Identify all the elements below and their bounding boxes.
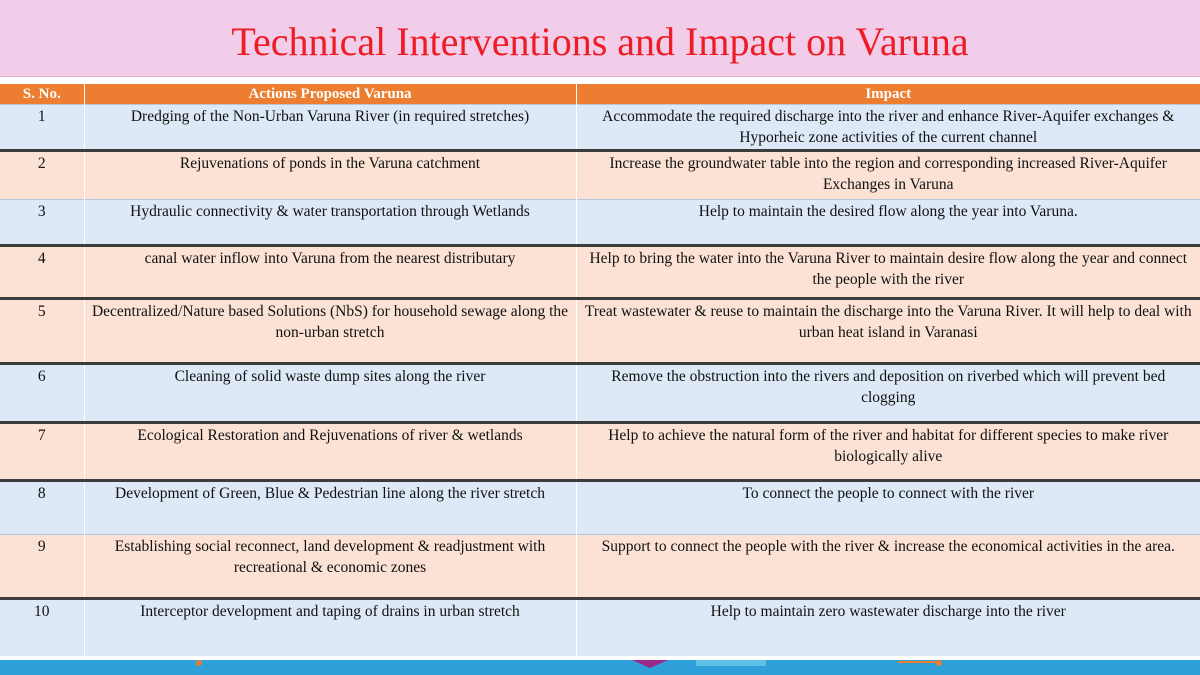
footer-triangle-icon (632, 660, 668, 668)
row-action: Development of Green, Blue & Pedestrian line along the river stretch (84, 480, 576, 534)
table-row (0, 199, 1200, 245)
row-action: Hydraulic connectivity & water transportation through Wetlands (84, 199, 576, 245)
footer-accent-bar (696, 660, 766, 666)
interventions-table (0, 84, 1200, 656)
table-row (0, 363, 1200, 422)
row-sno: 3 (0, 199, 84, 245)
row-impact: Treat wastewater & reuse to maintain the discharge into the Varuna River. It will help to deal with urban heat island in Varanasi (576, 298, 1200, 363)
footer-decoration-strip (0, 660, 1200, 675)
table-header-row (0, 84, 1200, 104)
row-sno: 1 (0, 104, 84, 150)
row-impact: Support to connect the people with the river & increase the economical activities in the area. (576, 534, 1200, 598)
table-row (0, 480, 1200, 534)
row-sno: 6 (0, 363, 84, 422)
header-impact: Impact (576, 84, 1200, 104)
table-row (0, 534, 1200, 598)
row-action: Dredging of the Non-Urban Varuna River (in required stretches) (84, 104, 576, 150)
footer-dot-icon (196, 660, 202, 666)
row-action: Rejuvenations of ponds in the Varuna catchment (84, 150, 576, 199)
row-sno: 4 (0, 245, 84, 298)
row-impact: Help to maintain zero wastewater discharge into the river (576, 598, 1200, 656)
row-impact: Accommodate the required discharge into the river and enhance River-Aquifer exchanges & Hyporheic zone activities of the current channel (576, 104, 1200, 150)
footer-accent-line (898, 661, 940, 663)
row-impact: Help to bring the water into the Varuna River to maintain desire flow along the year and connect the people with the river (576, 245, 1200, 298)
row-action: Ecological Restoration and Rejuvenations of river & wetlands (84, 422, 576, 480)
header-sno: S. No. (0, 84, 84, 104)
table-row (0, 104, 1200, 150)
row-impact: Increase the groundwater table into the region and corresponding increased River-Aquifer Exchanges in Varuna (576, 150, 1200, 199)
row-sno: 8 (0, 480, 84, 534)
table-row (0, 422, 1200, 480)
row-action: Decentralized/Nature based Solutions (NbS) for household sewage along the non-urban stretch (84, 298, 576, 363)
row-sno: 2 (0, 150, 84, 199)
row-sno: 7 (0, 422, 84, 480)
row-sno: 10 (0, 598, 84, 656)
row-action: Establishing social reconnect, land development & readjustment with recreational & economic zones (84, 534, 576, 598)
row-sno: 9 (0, 534, 84, 598)
row-impact: Help to achieve the natural form of the river and habitat for different species to make river biologically alive (576, 422, 1200, 480)
table-row (0, 598, 1200, 656)
row-action: Interceptor development and taping of drains in urban stretch (84, 598, 576, 656)
row-sno: 5 (0, 298, 84, 363)
table-row (0, 245, 1200, 298)
row-impact: Help to maintain the desired flow along the year into Varuna. (576, 199, 1200, 245)
row-action: canal water inflow into Varuna from the nearest distributary (84, 245, 576, 298)
table-row (0, 298, 1200, 363)
row-impact: To connect the people to connect with the river (576, 480, 1200, 534)
footer-dot-icon (936, 660, 942, 666)
title-banner (0, 0, 1200, 77)
row-impact: Remove the obstruction into the rivers and deposition on riverbed which will prevent bed clogging (576, 363, 1200, 422)
row-action: Cleaning of solid waste dump sites along the river (84, 363, 576, 422)
slide-title: Technical Interventions and Impact on Varuna (231, 18, 969, 64)
header-actions: Actions Proposed Varuna (84, 84, 576, 104)
table-row (0, 150, 1200, 199)
